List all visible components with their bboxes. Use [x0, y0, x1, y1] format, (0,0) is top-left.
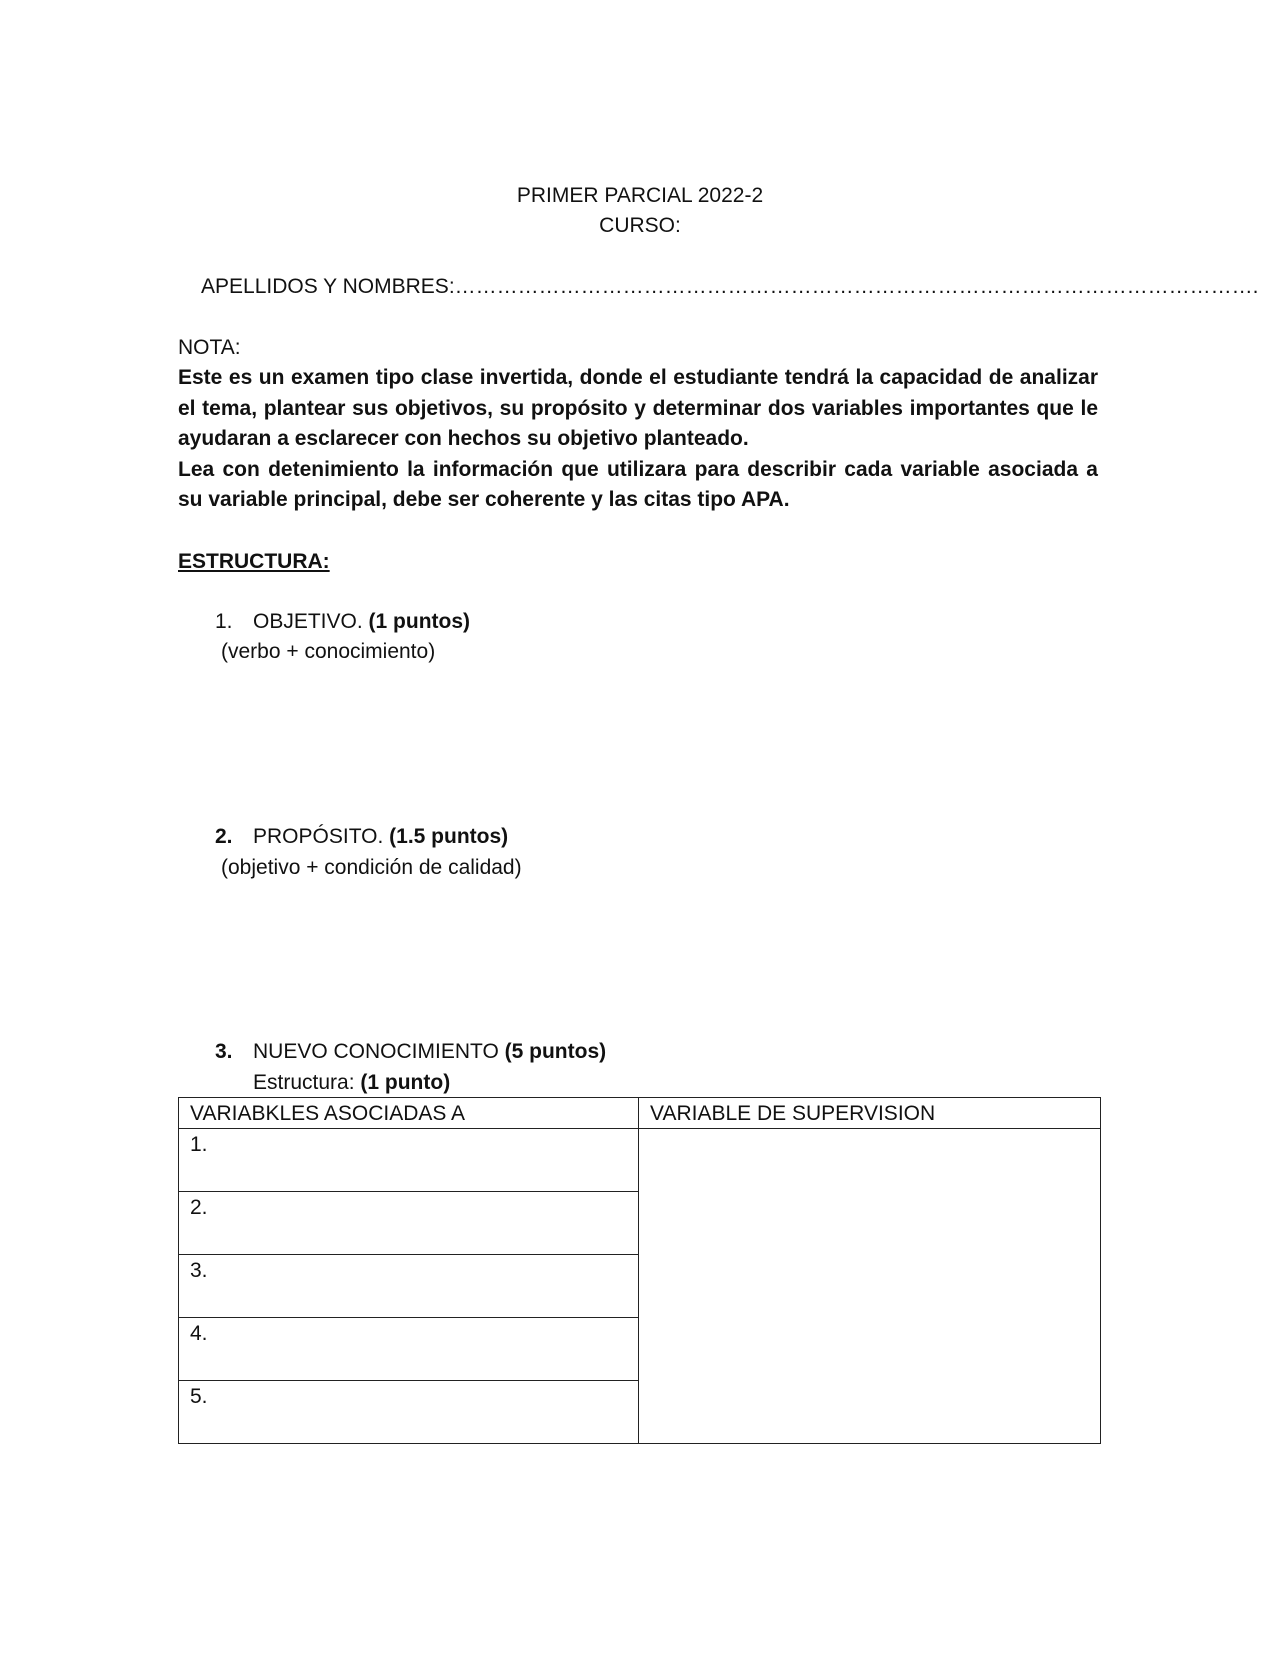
item-objetivo-hint: (verbo + conocimiento) [221, 640, 436, 663]
student-name-label: APELLIDOS Y NOMBRES: [201, 275, 455, 298]
item-proposito-hint: (objetivo + condición de calidad) [221, 856, 522, 879]
item-title: PROPÓSITO. [253, 825, 384, 848]
associated-variable-cell[interactable]: 2. [179, 1192, 639, 1255]
item-objetivo [215, 607, 470, 637]
associated-variable-cell[interactable]: 1. [179, 1129, 639, 1192]
associated-variable-cell[interactable]: 5. [179, 1381, 639, 1444]
student-name-blank[interactable]: ……………………………………………………………………………………………………. [454, 275, 1259, 298]
item-number: 2. [215, 825, 233, 848]
estructura-points: (1 punto) [360, 1071, 451, 1094]
item-proposito [215, 822, 508, 852]
header-associated-variables: VARIABKLES ASOCIADAS A [179, 1098, 639, 1129]
item-nuevo-conocimiento [215, 1037, 606, 1067]
variables-table [178, 1097, 1101, 1444]
note-body [178, 363, 1098, 516]
student-name-line [201, 272, 1259, 302]
header-supervision-variable: VARIABLE DE SUPERVISION [639, 1098, 1101, 1129]
structure-heading: ESTRUCTURA: [178, 550, 330, 573]
associated-variable-cell[interactable]: 3. [179, 1255, 639, 1318]
course-label: CURSO: [599, 214, 681, 237]
item-points: (5 puntos) [504, 1040, 607, 1063]
exam-title: PRIMER PARCIAL 2022-2 [516, 184, 764, 207]
item-number: 3. [215, 1040, 233, 1063]
supervision-variable-cell[interactable] [639, 1129, 1101, 1444]
item-title: NUEVO CONOCIMIENTO [253, 1040, 499, 1063]
note-paragraph-2: Lea con detenimiento la información que utilizara para describir cada variable asociada a su variable principal, debe ser coherente y las citas tipo APA. [178, 457, 1098, 511]
note-paragraph-1: Este es un examen tipo clase invertida, donde el estudiante tendrá la capacidad de analizar el tema, plantear sus objetivos, su propósito y determinar dos variables importantes que le ayudaran a esclarecer con hechos su objetivo planteado. [178, 366, 1098, 450]
note-label: NOTA: [178, 336, 241, 359]
associated-variable-cell[interactable]: 4. [179, 1318, 639, 1381]
item-points: (1.5 puntos) [389, 825, 509, 848]
item-estructura-line [253, 1068, 450, 1098]
table-header-row [179, 1098, 1101, 1129]
table-row [179, 1129, 1101, 1192]
item-points: (1 puntos) [368, 610, 471, 633]
item-title: OBJETIVO. [253, 610, 363, 633]
estructura-label: Estructura: [253, 1071, 355, 1094]
item-number: 1. [215, 610, 233, 633]
